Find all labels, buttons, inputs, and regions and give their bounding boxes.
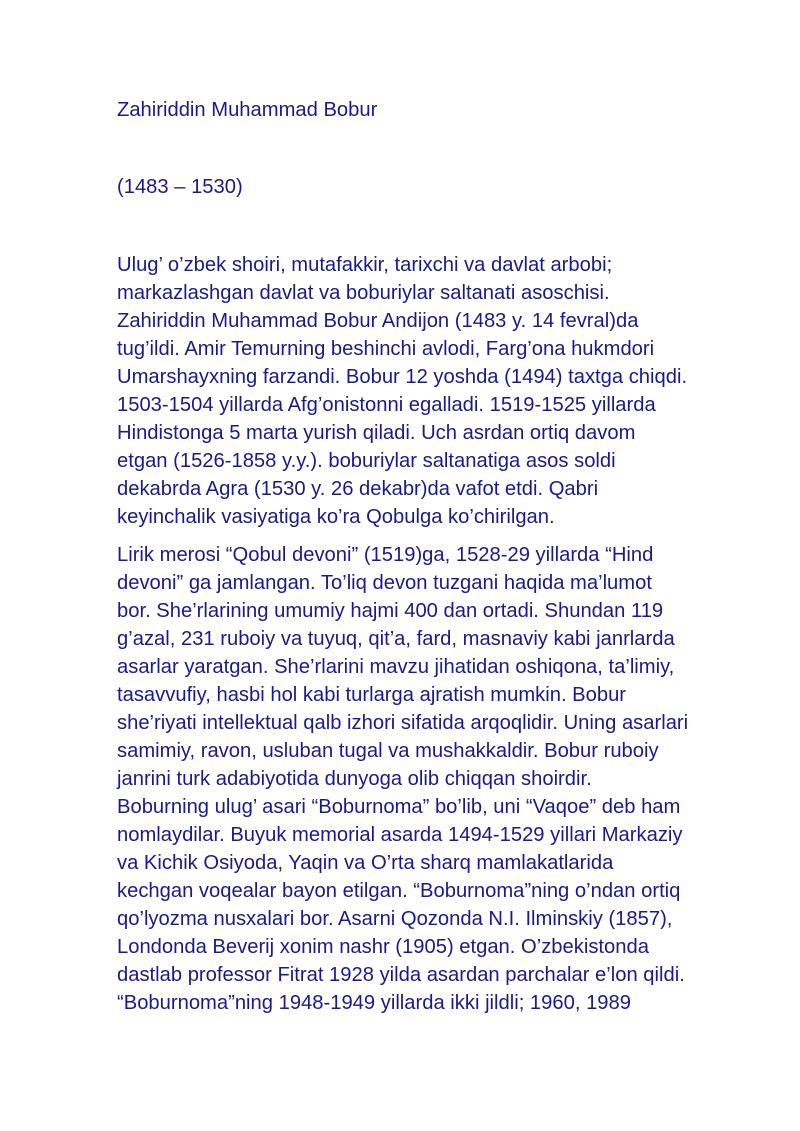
- text-line: janrini turk adabiyotida dunyoga olib chiqqan shoirdir.: [117, 768, 592, 790]
- text-line: 1503-1504 yillarda Afg’onistonni egalladi. 1519-1525 yillarda: [117, 394, 656, 416]
- text-line: kechgan voqealar bayon etilgan. “Boburnoma”ning o’ndan ortiq: [117, 880, 681, 902]
- text-line: Boburning ulug’ asari “Boburnoma” bo’lib, uni “Vaqoe” deb ham: [117, 796, 681, 818]
- text-line: tug’ildi. Amir Temurning beshinchi avlodi, Farg’ona hukmdori: [117, 338, 655, 360]
- text-line: Umarshayxning farzandi. Bobur 12 yoshda (1494) taxtga chiqdi.: [117, 366, 688, 388]
- life-dates: (1483 – 1530): [117, 176, 243, 198]
- text-line: “Boburnoma”ning 1948-1949 yillarda ikki jildli; 1960, 1989: [117, 992, 631, 1014]
- literary-legacy-paragraph: [117, 541, 688, 1017]
- text-line: Lirik merosi “Qobul devoni” (1519)ga, 1528-29 yillarda “Hind: [117, 544, 654, 566]
- text-line: markazlashgan davlat va boburiylar saltanati asoschisi.: [117, 282, 610, 304]
- biography-paragraph: [117, 251, 687, 531]
- text-line: bor. She’rlarining umumiy hajmi 400 dan ortadi. Shundan 119: [117, 600, 664, 622]
- text-line: etgan (1526-1858 y.y.). boburiylar saltanatiga asos soldi: [117, 450, 616, 472]
- text-line: dastlab professor Fitrat 1928 yilda asardan parchalar e’lon qildi.: [117, 964, 685, 986]
- text-line: samimiy, ravon, usluban tugal va mushakkaldir. Bobur ruboiy: [117, 740, 659, 762]
- text-line: nomlaydilar. Buyuk memorial asarda 1494-1529 yillari Markaziy: [117, 824, 683, 846]
- text-line: devoni” ga jamlangan. To’liq devon tuzgani haqida ma’lumot: [117, 572, 652, 594]
- text-line: Zahiriddin Muhammad Bobur Andijon (1483 y. 14 fevral)da: [117, 310, 639, 332]
- text-line: Londonda Beverij xonim nashr (1905) etgan. O’zbekistonda: [117, 936, 649, 958]
- text-line: Ulug’ o’zbek shoiri, mutafakkir, tarixchi va davlat arbobi;: [117, 254, 613, 276]
- text-line: dekabrda Agra (1530 y. 26 dekabr)da vafot etdi. Qabri: [117, 478, 599, 500]
- text-line: va Kichik Osiyoda, Yaqin va O’rta sharq mamlakatlarida: [117, 852, 614, 874]
- text-line: qo’lyozma nusxalari bor. Asarni Qozonda N.I. Ilminskiy (1857),: [117, 908, 673, 930]
- document-title: Zahiriddin Muhammad Bobur: [117, 99, 378, 121]
- text-line: g’azal, 231 ruboiy va tuyuq, qit’a, fard, masnaviy kabi janrlarda: [117, 628, 675, 650]
- text-line: Hindistonga 5 marta yurish qiladi. Uch asrdan ortiq davom: [117, 422, 636, 444]
- text-line: keyinchalik vasiyatiga ko’ra Qobulga ko’chirilgan.: [117, 506, 555, 528]
- text-line: tasavvufiy, hasbi hol kabi turlarga ajratish mumkin. Bobur: [117, 684, 627, 706]
- text-line: asarlar yaratgan. She’rlarini mavzu jihatidan oshiqona, ta’limiy,: [117, 656, 675, 678]
- text-line: she’riyati intellektual qalb izhori sifatida arqoqlidir. Uning asarlari: [117, 712, 689, 734]
